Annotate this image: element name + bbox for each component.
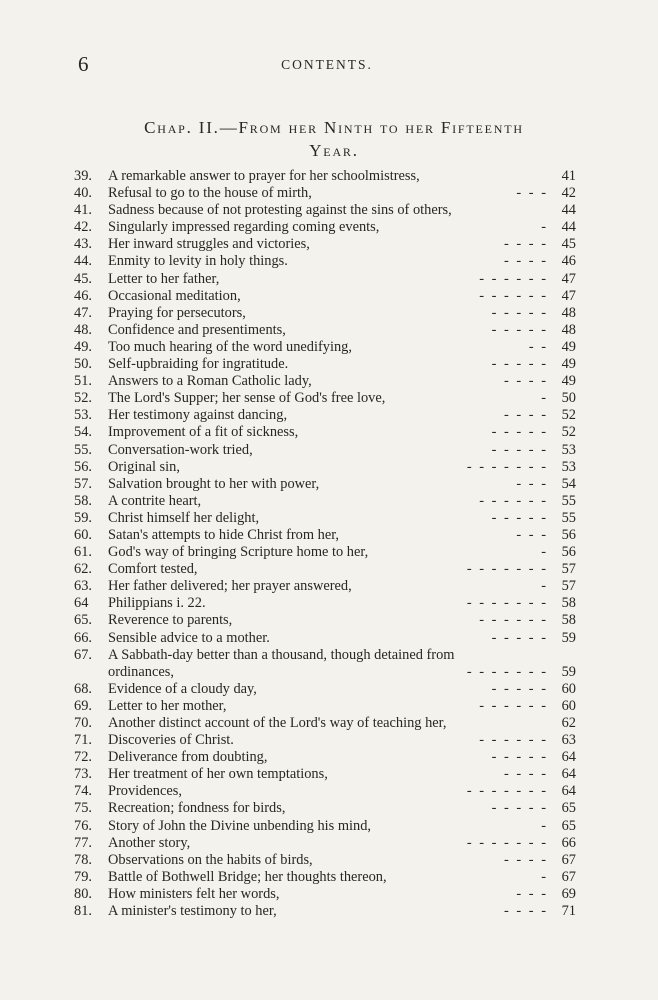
entry-page-number: 67 <box>561 851 576 868</box>
entry-page-number: 44 <box>561 202 576 219</box>
entry-number: 58. <box>74 492 92 509</box>
entry-page-number: 55 <box>561 509 576 526</box>
entry-leader: - - - - <box>504 766 548 783</box>
contents-entry <box>74 818 576 835</box>
entry-number: 71. <box>74 732 92 749</box>
entry-number: 51. <box>74 373 92 390</box>
entry-title: Occasional meditation, <box>108 287 241 304</box>
entry-title: Reverence to parents, <box>108 612 233 629</box>
contents-entry <box>74 476 576 493</box>
entry-title: Enmity to levity in holy things. <box>108 253 288 270</box>
contents-entry <box>74 493 576 510</box>
entry-number: 66. <box>74 629 92 646</box>
entry-leader: - - - - - - - <box>466 458 548 475</box>
entry-number: 76. <box>74 817 92 834</box>
entry-page-number: 41 <box>561 168 576 184</box>
entry-title: Too much hearing of the word unedifying, <box>108 338 352 355</box>
entry-page-number: 52 <box>561 407 576 424</box>
entry-leader: - - - - - <box>491 800 548 817</box>
contents-entry <box>74 835 576 852</box>
entry-leader: - <box>541 868 548 885</box>
entry-page-number: 54 <box>561 475 576 492</box>
entry-number: 45. <box>74 270 92 287</box>
entry-number: 39. <box>74 168 92 184</box>
entry-leader: - - <box>528 338 548 355</box>
entry-leader: - - - - - <box>491 749 548 766</box>
contents-entry <box>74 732 576 749</box>
entry-number: 55. <box>74 441 92 458</box>
contents-entry <box>74 800 576 817</box>
entry-title: Battle of Bothwell Bridge; her thoughts thereon, <box>108 868 387 885</box>
entry-title: Her testimony against dancing, <box>108 407 288 424</box>
contents-entry <box>74 510 576 527</box>
entry-leader: - - - - - <box>491 629 548 646</box>
entry-leader: - <box>541 817 548 834</box>
entry-number: 63. <box>74 578 92 595</box>
entry-leader: - - - - - - - <box>466 834 548 851</box>
entry-title: Praying for persecutors, <box>108 304 246 321</box>
entry-leader: - - - - - - <box>479 492 548 509</box>
entry-leader: - - - <box>516 526 548 543</box>
entry-leader: - <box>541 390 548 407</box>
entry-number: 60. <box>74 526 92 543</box>
entry-page-number: 64 <box>561 783 576 800</box>
contents-entry <box>74 869 576 886</box>
contents-entry <box>74 373 576 390</box>
entry-title: Confidence and presentiments, <box>108 321 286 338</box>
entry-page-number: 42 <box>561 185 576 202</box>
entry-page-number: 48 <box>561 321 576 338</box>
entry-title: Another distinct account of the Lord's way of teaching her, <box>108 715 447 731</box>
entry-number: 72. <box>74 749 92 766</box>
entry-leader: - - - <box>516 885 548 902</box>
entry-number: 50. <box>74 356 92 373</box>
contents-entry <box>74 390 576 407</box>
entry-page-number: 49 <box>561 338 576 355</box>
entry-page-number: 65 <box>561 800 576 817</box>
contents-entry <box>74 783 576 800</box>
entry-number: 81. <box>74 903 92 920</box>
entry-number: 65. <box>74 612 92 629</box>
contents-entry <box>74 664 576 681</box>
entry-title: Her father delivered; her prayer answered, <box>108 578 352 595</box>
entry-number: 79. <box>74 868 92 885</box>
running-head: CONTENTS. <box>281 57 373 72</box>
chapter-heading <box>74 116 594 162</box>
entry-page-number: 53 <box>561 458 576 475</box>
contents-entry <box>74 271 576 288</box>
entry-title: Discoveries of Christ. <box>108 732 234 749</box>
entry-number: 70. <box>74 715 92 731</box>
contents-entry <box>74 852 576 869</box>
contents-entry <box>74 561 576 578</box>
contents-entry <box>74 424 576 441</box>
entry-number: 46. <box>74 287 92 304</box>
entry-title: Her inward struggles and victories, <box>108 236 310 253</box>
entry-title: Evidence of a cloudy day, <box>108 680 257 697</box>
entry-title: Conversation-work tried, <box>108 441 253 458</box>
entry-title: Answers to a Roman Catholic lady, <box>108 373 312 390</box>
entry-page-number: 60 <box>561 697 576 714</box>
entry-leader: - - - - - - - <box>466 663 548 680</box>
entry-leader: - <box>541 544 548 561</box>
entry-leader: - - - - - <box>491 304 548 321</box>
entry-page-number: 63 <box>561 732 576 749</box>
entry-page-number: 49 <box>561 356 576 373</box>
contents-entry <box>74 886 576 903</box>
entry-leader: - - - - - - - <box>466 561 548 578</box>
entry-title: Recreation; fondness for birds, <box>108 800 286 817</box>
entry-page-number: 65 <box>561 817 576 834</box>
entry-title: Another story, <box>108 834 191 851</box>
entry-page-number: 62 <box>561 715 576 731</box>
entry-page-number: 59 <box>561 629 576 646</box>
entry-number: 62. <box>74 561 92 578</box>
contents-entry <box>74 236 576 253</box>
entry-page-number: 52 <box>561 424 576 441</box>
contents-entry <box>74 305 576 322</box>
entry-title: Letter to her mother, <box>108 697 227 714</box>
entry-title: Self-upbraiding for ingratitude. <box>108 356 289 373</box>
entry-number: 49. <box>74 338 92 355</box>
contents-entry <box>74 544 576 561</box>
entry-page-number: 66 <box>561 834 576 851</box>
contents-entry <box>74 322 576 339</box>
contents-entry <box>74 595 576 612</box>
entry-number: 80. <box>74 885 92 902</box>
entry-page-number: 64 <box>561 766 576 783</box>
chapter-heading-line-2: Year. <box>309 141 359 160</box>
entry-title: A remarkable answer to prayer for her schoolmistress, <box>108 168 420 184</box>
entry-title: Providences, <box>108 783 182 800</box>
contents-entry <box>74 715 576 732</box>
page-header <box>78 52 576 76</box>
page-number: 6 <box>78 52 89 76</box>
entry-title: Observations on the habits of birds, <box>108 851 313 868</box>
entry-title: Philippians i. 22. <box>108 595 206 612</box>
entry-leader: - - - - - <box>491 441 548 458</box>
entry-leader: - - - - - <box>491 424 548 441</box>
entry-leader: - - - - - - <box>479 270 548 287</box>
entry-title: The Lord's Supper; her sense of God's free love, <box>108 390 386 407</box>
entry-title: Sensible advice to a mother. <box>108 629 270 646</box>
entry-title: ordinances, <box>108 663 174 680</box>
entry-number: 44. <box>74 253 92 270</box>
entry-leader: - - - - - <box>491 509 548 526</box>
entry-title: Improvement of a fit of sickness, <box>108 424 299 441</box>
contents-entry <box>74 356 576 373</box>
entry-title: Singularly impressed regarding coming events, <box>108 219 380 236</box>
entry-title: Story of John the Divine unbending his mind, <box>108 817 372 834</box>
entry-leader: - - - - - - - <box>466 595 548 612</box>
entry-title: A Sabbath-day better than a thousand, though detained from <box>108 646 455 663</box>
entry-page-number: 71 <box>561 903 576 920</box>
entry-number: 69. <box>74 697 92 714</box>
contents-entry <box>74 647 576 664</box>
entry-title: How ministers felt her words, <box>108 885 280 902</box>
entry-page-number: 47 <box>561 287 576 304</box>
chapter-heading-line-1: Chap. II.—From her Ninth to her Fifteenth <box>144 118 524 137</box>
contents-entry <box>74 407 576 424</box>
contents-entry <box>74 459 576 476</box>
entry-number: 67. <box>74 646 92 663</box>
contents-entry <box>74 698 576 715</box>
entry-number: 53. <box>74 407 92 424</box>
entry-leader: - - - - - - <box>479 697 548 714</box>
entry-leader: - - - - <box>504 236 548 253</box>
entry-number: 64 <box>74 595 89 612</box>
contents-entry <box>74 442 576 459</box>
entry-page-number: 56 <box>561 544 576 561</box>
entry-leader: - <box>541 219 548 236</box>
entry-number: 77. <box>74 834 92 851</box>
entry-title: Original sin, <box>108 458 180 475</box>
contents-entry <box>74 253 576 270</box>
contents-entry <box>74 903 576 920</box>
entry-title: Salvation brought to her with power, <box>108 475 320 492</box>
entry-title: Sadness because of not protesting against the sins of others, <box>108 202 452 219</box>
entry-leader: - - - - - - <box>479 612 548 629</box>
contents-entry <box>74 612 576 629</box>
entry-leader: - - - - <box>504 851 548 868</box>
entry-page-number: 56 <box>561 526 576 543</box>
contents-entry <box>74 681 576 698</box>
contents-entry <box>74 527 576 544</box>
entry-number: 40. <box>74 185 92 202</box>
entry-leader: - - - - <box>504 253 548 270</box>
entry-page-number: 53 <box>561 441 576 458</box>
entry-page-number: 58 <box>561 595 576 612</box>
entry-leader: - - - - <box>504 903 548 920</box>
entry-page-number: 59 <box>561 663 576 680</box>
contents-entry <box>74 168 576 185</box>
entry-number: 48. <box>74 321 92 338</box>
entry-number: 68. <box>74 680 92 697</box>
entry-page-number: 57 <box>561 578 576 595</box>
entry-page-number: 57 <box>561 561 576 578</box>
entry-page-number: 44 <box>561 219 576 236</box>
entry-title: A contrite heart, <box>108 492 202 509</box>
entry-number: 75. <box>74 800 92 817</box>
entry-title: Deliverance from doubting, <box>108 749 268 766</box>
entry-page-number: 45 <box>561 236 576 253</box>
entry-page-number: 58 <box>561 612 576 629</box>
entry-number: 52. <box>74 390 92 407</box>
contents-list <box>74 168 576 920</box>
entry-leader: - - - - <box>504 373 548 390</box>
contents-entry <box>74 219 576 236</box>
contents-entry <box>74 288 576 305</box>
contents-entry <box>74 202 576 219</box>
entry-number: 43. <box>74 236 92 253</box>
entry-leader: - - - <box>516 475 548 492</box>
entry-title: God's way of bringing Scripture home to her, <box>108 544 369 561</box>
entry-number: 42. <box>74 219 92 236</box>
contents-entry <box>74 339 576 356</box>
entry-leader: - - - - - <box>491 356 548 373</box>
entry-title: Christ himself her delight, <box>108 509 260 526</box>
entry-page-number: 50 <box>561 390 576 407</box>
entry-number: 74. <box>74 783 92 800</box>
contents-entry <box>74 630 576 647</box>
entry-page-number: 64 <box>561 749 576 766</box>
entry-page-number: 49 <box>561 373 576 390</box>
contents-entry <box>74 766 576 783</box>
entry-number: 59. <box>74 509 92 526</box>
entry-leader: - - - - <box>504 407 548 424</box>
entry-page-number: 46 <box>561 253 576 270</box>
entry-leader: - - - - - <box>491 680 548 697</box>
entry-page-number: 69 <box>561 885 576 902</box>
entry-page-number: 47 <box>561 270 576 287</box>
entry-page-number: 60 <box>561 680 576 697</box>
entry-title: Letter to her father, <box>108 270 220 287</box>
entry-leader: - - - - - <box>491 321 548 338</box>
entry-leader: - <box>541 578 548 595</box>
entry-leader: - - - - - - - <box>466 783 548 800</box>
entry-page-number: 67 <box>561 868 576 885</box>
entry-leader: - - - - - - <box>479 287 548 304</box>
entry-title: A minister's testimony to her, <box>108 903 277 920</box>
entry-number: 73. <box>74 766 92 783</box>
entry-number: 41. <box>74 202 92 219</box>
entry-leader: - - - - - - <box>479 732 548 749</box>
contents-entry <box>74 185 576 202</box>
entry-number: 61. <box>74 544 92 561</box>
entry-number: 54. <box>74 424 92 441</box>
entry-title: Her treatment of her own temptations, <box>108 766 328 783</box>
entry-number: 57. <box>74 475 92 492</box>
entry-title: Comfort tested, <box>108 561 198 578</box>
entry-number: 56. <box>74 458 92 475</box>
entry-page-number: 48 <box>561 304 576 321</box>
entry-page-number: 55 <box>561 492 576 509</box>
contents-entry <box>74 578 576 595</box>
entry-number: 47. <box>74 304 92 321</box>
entry-number: 78. <box>74 851 92 868</box>
entry-leader: - - - <box>516 185 548 202</box>
contents-entry <box>74 749 576 766</box>
entry-title: Refusal to go to the house of mirth, <box>108 185 312 202</box>
entry-title: Satan's attempts to hide Christ from her, <box>108 526 340 543</box>
